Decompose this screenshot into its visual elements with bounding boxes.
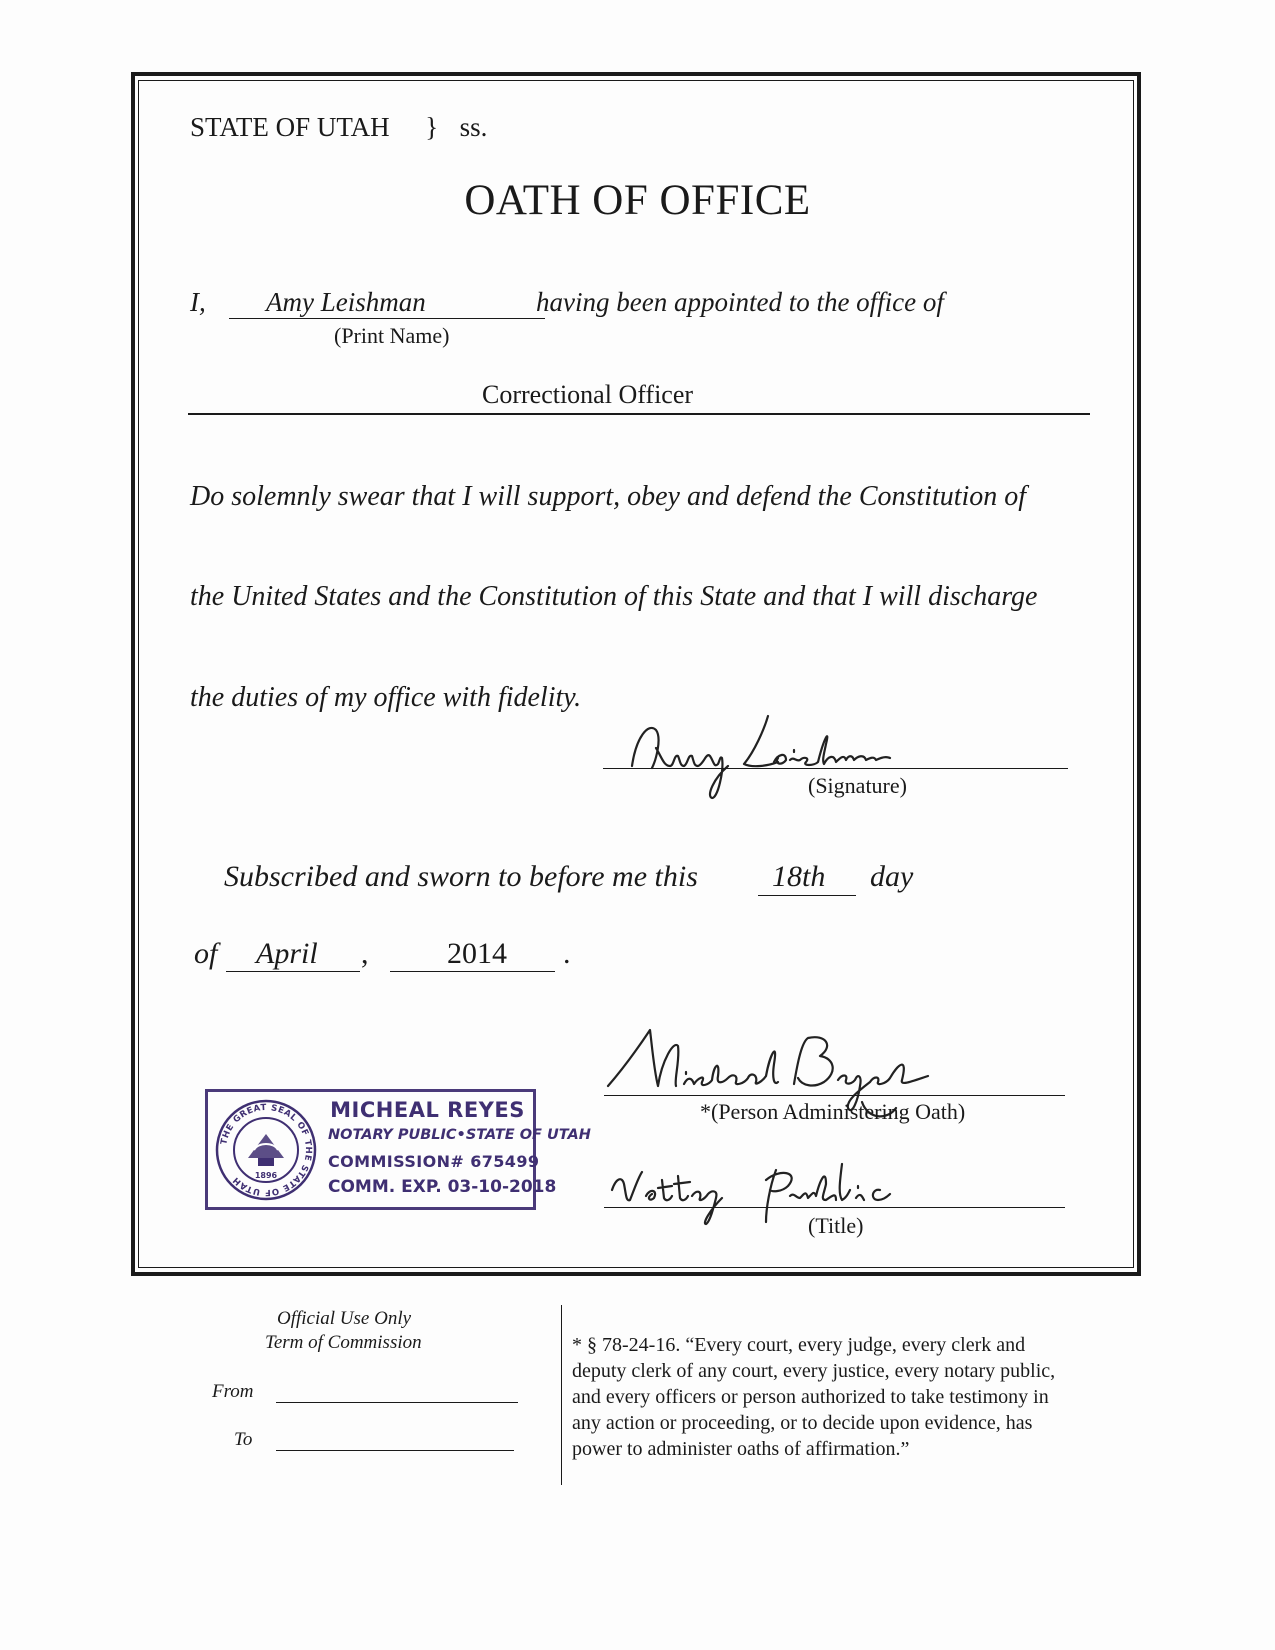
brace: } <box>425 112 439 142</box>
period: . <box>563 937 571 970</box>
footer-divider <box>561 1305 562 1485</box>
notary-stamp <box>205 1089 591 1210</box>
footnote-line-4: any action or proceeding, or to decide upon evidence, has <box>572 1412 1033 1434</box>
footnote-line-2: deputy clerk of any court, every justice, every notary public, <box>572 1360 1056 1382</box>
month-line <box>226 971 360 972</box>
administrator-caption: *(Person Administering Oath) <box>700 1099 966 1124</box>
comma: , <box>361 937 369 970</box>
stamp-notary-title: NOTARY PUBLIC•STATE OF UTAH <box>328 1127 591 1143</box>
subscribed-lead: Subscribed and sworn to before me this <box>224 860 698 893</box>
oath-text-line-3: the duties of my office with fidelity. <box>190 682 582 713</box>
to-label: To <box>234 1429 253 1450</box>
office-line <box>188 413 1090 415</box>
administrator-signature-line <box>604 1095 1065 1096</box>
oath-text-line-1: Do solemnly swear that I will support, obey and defend the Constitution of <box>190 481 1027 512</box>
document-title: OATH OF OFFICE <box>464 177 811 224</box>
pronoun-i: I, <box>190 287 206 317</box>
official-use-heading: Official Use Only <box>277 1308 412 1329</box>
year-line <box>390 971 555 972</box>
venue-header <box>190 112 487 143</box>
day-label: day <box>870 860 914 893</box>
handwritten-title-notary-public <box>600 1150 940 1240</box>
state-name: STATE OF UTAH <box>190 112 390 142</box>
month-value: April <box>256 937 318 970</box>
name-line <box>229 318 545 319</box>
stamp-notary-name: MICHEAL REYES <box>330 1098 525 1122</box>
office-title: Correctional Officer <box>482 380 694 409</box>
oath-text-line-2: the United States and the Constitution of this State and that I will discharge <box>190 581 1038 612</box>
print-name-caption: (Print Name) <box>334 323 450 348</box>
printed-name: Amy Leishman <box>266 287 426 317</box>
seal-ring-text: THE GREAT SEAL OF THE STATE OF UTAH <box>219 1102 314 1198</box>
year-value: 2014 <box>447 937 507 970</box>
title-line <box>604 1207 1065 1208</box>
ss-abbrev: ss. <box>459 112 488 142</box>
from-label: From <box>212 1381 254 1402</box>
footnote-line-1: * § 78-24-16. “Every court, every judge, every clerk and <box>572 1334 1026 1356</box>
signature-line <box>603 768 1068 769</box>
stamp-commission-expiration: COMM. EXP. 03-10-2018 <box>328 1177 557 1197</box>
seal-year: 1896 <box>254 1171 278 1180</box>
day-value: 18th <box>772 860 826 893</box>
title-caption: (Title) <box>808 1213 864 1238</box>
statute-footnote <box>572 1332 1142 1462</box>
signature-caption: (Signature) <box>808 773 907 798</box>
day-line <box>758 895 856 896</box>
term-of-commission: Term of Commission <box>265 1332 422 1353</box>
footnote-line-3: and every officers or person authorized to take testimony in <box>572 1386 1049 1408</box>
appointment-phrase: having been appointed to the office of <box>536 287 944 317</box>
signature-amy-leishman <box>618 708 978 808</box>
footnote-line-5: power to administer oaths of affirmation.” <box>572 1438 910 1460</box>
utah-seal-icon <box>214 1098 318 1202</box>
from-line[interactable] <box>276 1402 518 1403</box>
to-line[interactable] <box>276 1450 514 1451</box>
stamp-commission-number: COMMISSION# 675499 <box>328 1152 540 1171</box>
of-label: of <box>194 937 218 970</box>
